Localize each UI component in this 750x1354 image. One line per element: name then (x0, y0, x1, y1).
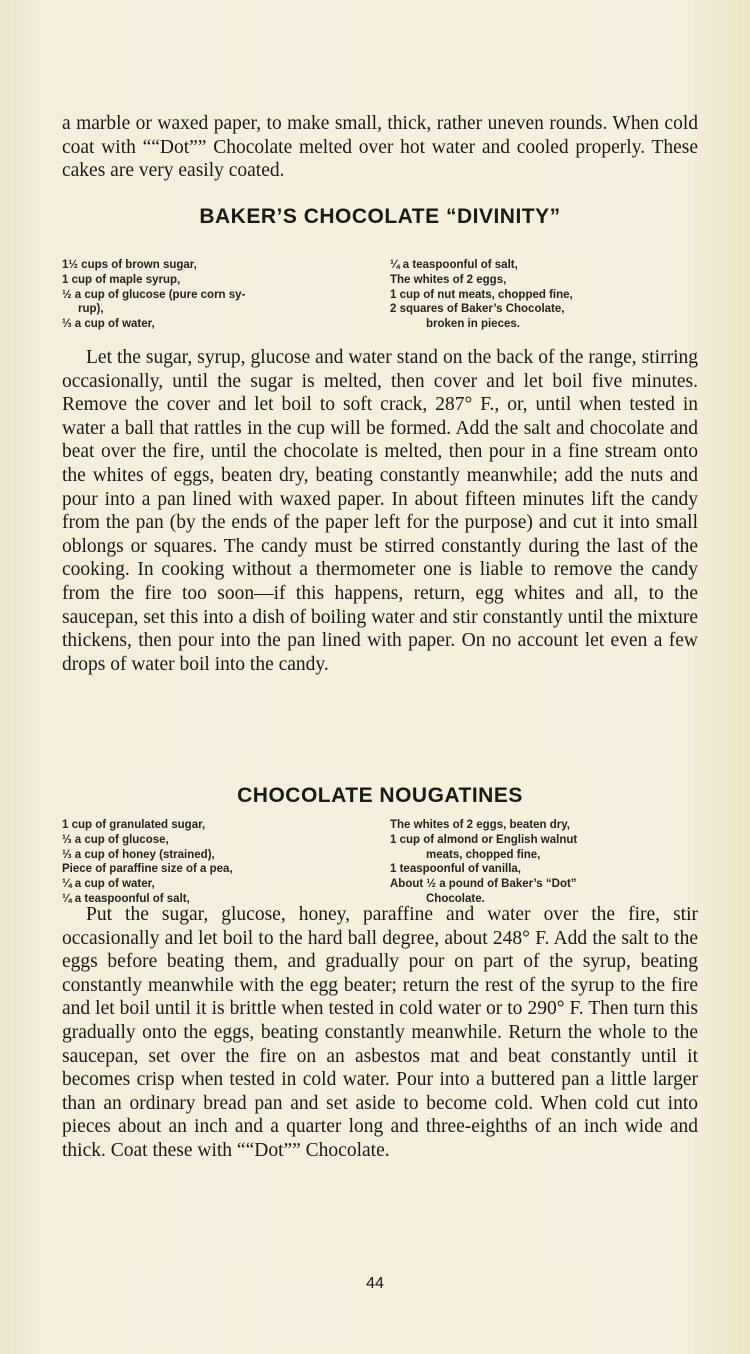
ingredients-nougatines (62, 818, 698, 907)
ingredient-line: ¼ a teaspoonful of salt, (390, 259, 518, 271)
ingredient-line: meats, chopped fine, (426, 848, 541, 861)
ingredient-line: 1 cup of granulated sugar, (62, 819, 206, 831)
recipe-title-nougatines: CHOCOLATE NOUGATINES (237, 784, 523, 807)
ingredient-line: 1 teaspoonful of vanilla, (390, 863, 521, 876)
ingredient-line: The whites of 2 eggs, (390, 273, 507, 286)
page-number: 44 (366, 1275, 384, 1292)
ingredient-line: broken in pieces. (426, 318, 520, 331)
ingredient-line: Chocolate. (426, 892, 485, 905)
ingredient-line: rup), (78, 303, 104, 316)
ingredients-right-column (390, 258, 698, 332)
recipe-title-divinity: BAKER’S CHOCOLATE “DIVINITY” (199, 205, 561, 228)
directions-nougatines: Put the sugar, glucose, honey, paraffine and water over the fire, stir occasionally and let boil to the hard ball degree, about 248° F. Add the salt to the eggs before beating them, and gradually pour on part of the syrup, beating constantly meanwhile with the egg beater; return the rest of the syrup to the fire and let boil until it is brittle when tested in cold water or to 290° F. Then turn this gradually onto the eggs, beating constantly meanwhile. Return the whole to the saucepan, set over the fire on an asbestos mat and beat constantly until it becomes crisp when tested in cold water. Pour into a buttered pan a little larger than an ordinary bread pan and set aside to become cold. When cold cut into pieces about an inch and a quarter long and three-eighths of an inch wide and thick. Coat these with ““Dot”” Chocolate. (62, 904, 698, 1161)
ingredient-line: ¼ a cup of water, (62, 878, 155, 891)
ingredients-right-column (390, 818, 698, 907)
ingredient-line: 1 cup of almond or English walnut (390, 833, 578, 846)
ingredient-line: The whites of 2 eggs, beaten dry, (390, 819, 570, 831)
ingredient-line: 2 squares of Baker’s Chocolate, (390, 303, 565, 316)
ingredient-line: 1½ cups of brown sugar, (62, 259, 197, 271)
directions-divinity: Let the sugar, syrup, glucose and water stand on the back of the range, stirring occasionally, until the sugar is melted, then cover and let boil five minutes. Remove the cover and let boil to soft crack, 287° F., or, until when tested in water a ball that rattles in the cup will be formed. Add the salt and chocolate and beat over the fire, until the chocolate is melted, then pour in a fine stream onto the whites of eggs, beaten dry, beating constantly meanwhile; add the nuts and pour into a pan lined with waxed paper. In about fifteen minutes lift the candy from the pan (by the ends of the paper left for the purpose) and cut it into small oblongs or squares. The candy must be stirred constantly during the last of the cooking. In cooking without a thermometer one is liable to remove the candy from the fire too soon—if this happens, return, egg whites and all, to the saucepan, set this into a dish of boiling water and stir constantly until the mixture thickens, then pour into the pan lined with paper. On no account let even a few drops of water boil into the candy. (62, 347, 698, 675)
ingredient-line: 1 cup of nut meats, chopped fine, (390, 288, 573, 301)
ingredient-line: ⅓ a cup of glucose, (62, 833, 169, 846)
ingredient-line: ¼ a teaspoonful of salt, (62, 892, 190, 905)
ingredient-line: ⅓ a cup of honey (strained), (62, 848, 215, 861)
ingredient-line: 1 cup of maple syrup, (62, 273, 181, 286)
ingredients-left-column (62, 818, 382, 907)
ingredients-left-column (62, 258, 382, 332)
ingredient-line: ⅓ a cup of water, (62, 318, 155, 331)
ingredient-line: ½ a cup of glucose (pure corn sy- (62, 288, 246, 301)
intro-paragraph: a marble or waxed paper, to make small, thick, rather uneven rounds. When cold coat with ““Dot”” Chocolate melted over hot water and cooled properly. These cakes are very easily coated. (62, 113, 698, 182)
ingredient-line: Piece of paraffine size of a pea, (62, 863, 233, 876)
ingredient-line: About ½ a pound of Baker’s “Dot” (390, 878, 577, 891)
ingredients-divinity (62, 258, 698, 332)
